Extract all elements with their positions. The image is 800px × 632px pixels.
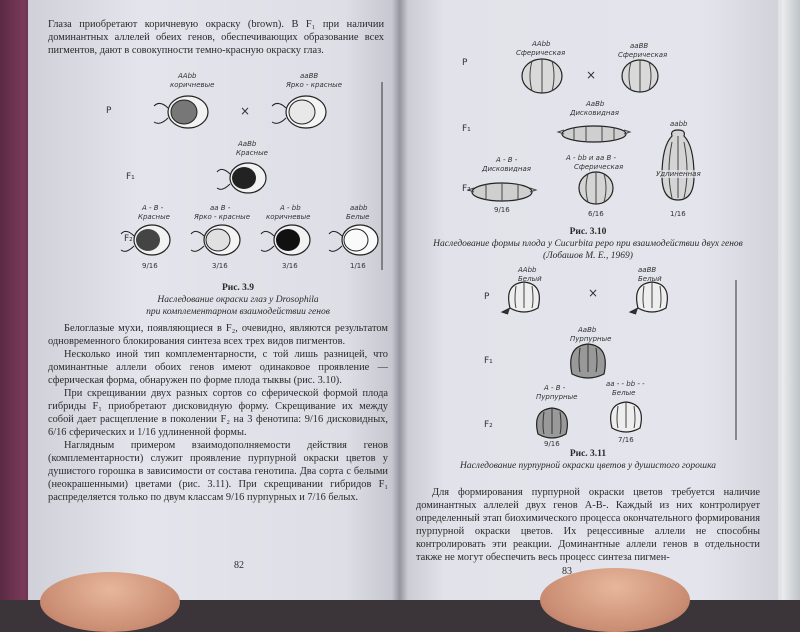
flower-f1 bbox=[571, 344, 606, 378]
eye-parent2 bbox=[272, 96, 326, 128]
fig310-c1-phenotype: Дисковидная bbox=[482, 165, 531, 173]
flower-parent2 bbox=[630, 282, 667, 314]
intro-paragraph: Глаза приобретают коричневую окраску (brown). В F₁ при наличии доминантных аллелей обеих генов, обеспечивающих образование всех пигментов, дают в совокупности темно-красную окраску глаз. bbox=[48, 19, 384, 56]
fig39-caption bbox=[88, 282, 388, 318]
fig310-c3-genotype: aabb bbox=[670, 120, 688, 128]
flower-parent1 bbox=[502, 282, 539, 314]
left-page bbox=[28, 0, 400, 600]
fig310-number: Рис. 3.10 bbox=[569, 227, 607, 237]
fig39-c4-ratio: 1/16 bbox=[350, 262, 366, 270]
fig310-c3-ratio: 1/16 bbox=[670, 210, 686, 218]
fig311-f1-phenotype: Пурпурные bbox=[570, 335, 612, 343]
right-thumb bbox=[540, 568, 690, 632]
drosophila-eyes-illustration bbox=[28, 0, 400, 290]
right-body bbox=[416, 486, 760, 564]
fig310-parent2-phenotype: Сферическая bbox=[618, 51, 668, 59]
fig311-c1-genotype: A - B - bbox=[544, 384, 566, 392]
flower-f2-purple bbox=[537, 408, 568, 438]
fig39-c2-genotype: aa B - bbox=[210, 204, 231, 212]
fig311-parent2-phenotype: Белый bbox=[638, 275, 662, 283]
fig39-parent2-phenotype: Ярко - красные bbox=[286, 81, 343, 89]
fig310-label-p: P bbox=[462, 58, 468, 68]
eye-f2-2 bbox=[191, 225, 240, 255]
right-page-number: 83 bbox=[562, 566, 572, 577]
fig311-c1-phenotype: Пурпурные bbox=[536, 393, 578, 401]
fig310-label-f2: F₂ bbox=[462, 184, 471, 194]
fig310-c2-ratio: 6/16 bbox=[588, 210, 604, 218]
fig39-number: Рис. 3.9 bbox=[221, 283, 255, 293]
eye-f1 bbox=[217, 163, 266, 193]
fig39-caption-line2: при комплементарном взаимодействии генов bbox=[146, 307, 330, 317]
fig39-label-p: P bbox=[106, 106, 112, 116]
body-paragraph: Несколько иной тип комплементарности, с той лишь разницей, что доминантные аллели обоих генов имеют одинаковое проявление — сферическая форма, обнаружен по форме плода тыквы (рис. 3.10). bbox=[48, 349, 388, 386]
book-gutter bbox=[392, 0, 408, 600]
body-paragraph: Наглядным примером взаимодополняемости действия генов (комплементарности) служит проявление пурпурной окраски цветов у душистого горошка в зависимости от состава генотипа. Два сорта с белыми (неокрашенными) цветами (рис. 3.11). При скрещивании гибридов F₁ распределяется только по двум классам 9/16 пурпурных и 7/16 белых. bbox=[48, 440, 388, 503]
fig311-number: Рис. 3.11 bbox=[569, 449, 607, 459]
fig311-c2-phenotype: Белые bbox=[612, 389, 636, 397]
fig311-parent1-phenotype: Белый bbox=[518, 275, 542, 283]
fig311-caption-line1: Наследование пурпурной окраски цветов у душистого горошка bbox=[459, 461, 717, 471]
fig39-cross: × bbox=[240, 104, 251, 118]
fig39-c4-phenotype: Белые bbox=[346, 213, 370, 221]
fig310-label-f1: F₁ bbox=[462, 124, 471, 134]
fig39-c1-genotype: A - B - bbox=[142, 204, 164, 212]
left-thumb bbox=[40, 572, 180, 632]
eye-f2-3 bbox=[261, 225, 310, 255]
fig311-c1-ratio: 9/16 bbox=[544, 440, 560, 448]
fig39-f1-genotype: AaBb bbox=[238, 140, 257, 148]
eye-parent1 bbox=[154, 96, 208, 128]
fig39-parent1-genotype: AAbb bbox=[178, 72, 197, 80]
left-page-number: 82 bbox=[234, 560, 244, 571]
fig311-label-f2: F₂ bbox=[484, 420, 493, 430]
right-page bbox=[400, 0, 778, 600]
fig310-f1-phenotype: Дисковидная bbox=[570, 109, 619, 117]
fig39-label-f1: F₁ bbox=[126, 172, 135, 182]
fig39-caption-line1: Наследование окраски глаз у Drosophila bbox=[157, 295, 319, 305]
fig311-caption bbox=[418, 448, 758, 472]
body-paragraph: Для формирования пурпурной окраски цветов требуется наличие доминантных аллелей двух генов А-В-. Каждый из них контролирует определенный этап биохимического процесса окончательного формирования пурпурной окраски цветов. Их рецессивные аллели не способны контролировать эти реакции. Доминантные аллели генов в отдельности также не могут обеспечить весь процесс синтеза пигмен- bbox=[416, 487, 760, 563]
fig311-parent1-genotype: AAbb bbox=[518, 266, 537, 274]
fig310-c3-phenotype: Удлиненная bbox=[656, 170, 701, 178]
fig311-label-f1: F₁ bbox=[484, 356, 493, 366]
fig39-label-f2: F₂ bbox=[124, 234, 133, 244]
sweet-pea-flowers-illustration bbox=[400, 0, 778, 470]
fig39-c2-ratio: 3/16 bbox=[212, 262, 228, 270]
fig310-f1-genotype: AaBb bbox=[586, 100, 605, 108]
fig310-cross: × bbox=[586, 68, 597, 82]
fig311-label-p: P bbox=[484, 292, 490, 302]
fig311-parent2-genotype: aaBB bbox=[638, 266, 657, 274]
fig310-parent2-genotype: aaBB bbox=[630, 42, 649, 50]
body-paragraph: Белоглазые мухи, появляющиеся в F₂, очевидно, являются результатом одновременного блокирования синтеза всех трех видов пигментов. bbox=[48, 323, 388, 347]
fig310-parent1-genotype: AAbb bbox=[532, 40, 551, 48]
fig311-c2-ratio: 7/16 bbox=[618, 436, 634, 444]
fig310-caption-line1: Наследование формы плода у Cucurbita pepo при взаимодействии двух генов bbox=[433, 239, 743, 249]
eye-f2-4 bbox=[329, 225, 378, 255]
fig311-f1-genotype: AaBb bbox=[578, 326, 597, 334]
fig39-f1-phenotype: Красные bbox=[236, 149, 268, 157]
body-paragraph: При скрещивании двух разных сортов со сферической формой плода гибриды F₁ приобретают дисковидную форму. Скрещивание их между собой дает расщепление в поколении F₂ на 3 фенотипа: 9/16 дисковидных, 6/16 сферических и 1/16 удлиненной формы. bbox=[48, 388, 388, 438]
fig39-c4-genotype: aabb bbox=[350, 204, 368, 212]
fig39-c1-ratio: 9/16 bbox=[142, 262, 158, 270]
fig310-c2-genotype: A - bb и aa B - bbox=[566, 154, 617, 162]
fig39-c3-genotype: A - bb bbox=[280, 204, 301, 212]
fig39-c1-phenotype: Красные bbox=[138, 213, 170, 221]
flower-f2-white bbox=[611, 402, 642, 432]
fig311-cross: × bbox=[588, 286, 599, 300]
fig39-parent1-phenotype: коричневые bbox=[170, 81, 215, 89]
fig39-c3-phenotype: коричневые bbox=[266, 213, 311, 221]
fig310-caption-line2: (Лобашов М. Е., 1969) bbox=[543, 251, 633, 261]
fig310-c1-genotype: A - B - bbox=[496, 156, 518, 164]
fig39-parent2-genotype: aaBB bbox=[300, 72, 319, 80]
fig311-c2-genotype: aa - - bb - - bbox=[606, 380, 645, 388]
fig39-c3-ratio: 3/16 bbox=[282, 262, 298, 270]
fig310-c2-phenotype: Сферическая bbox=[574, 163, 624, 171]
fig39-c2-phenotype: Ярко - красные bbox=[194, 213, 251, 221]
fig310-parent1-phenotype: Сферическая bbox=[516, 49, 566, 57]
left-body bbox=[48, 322, 388, 504]
fig310-c1-ratio: 9/16 bbox=[494, 206, 510, 214]
